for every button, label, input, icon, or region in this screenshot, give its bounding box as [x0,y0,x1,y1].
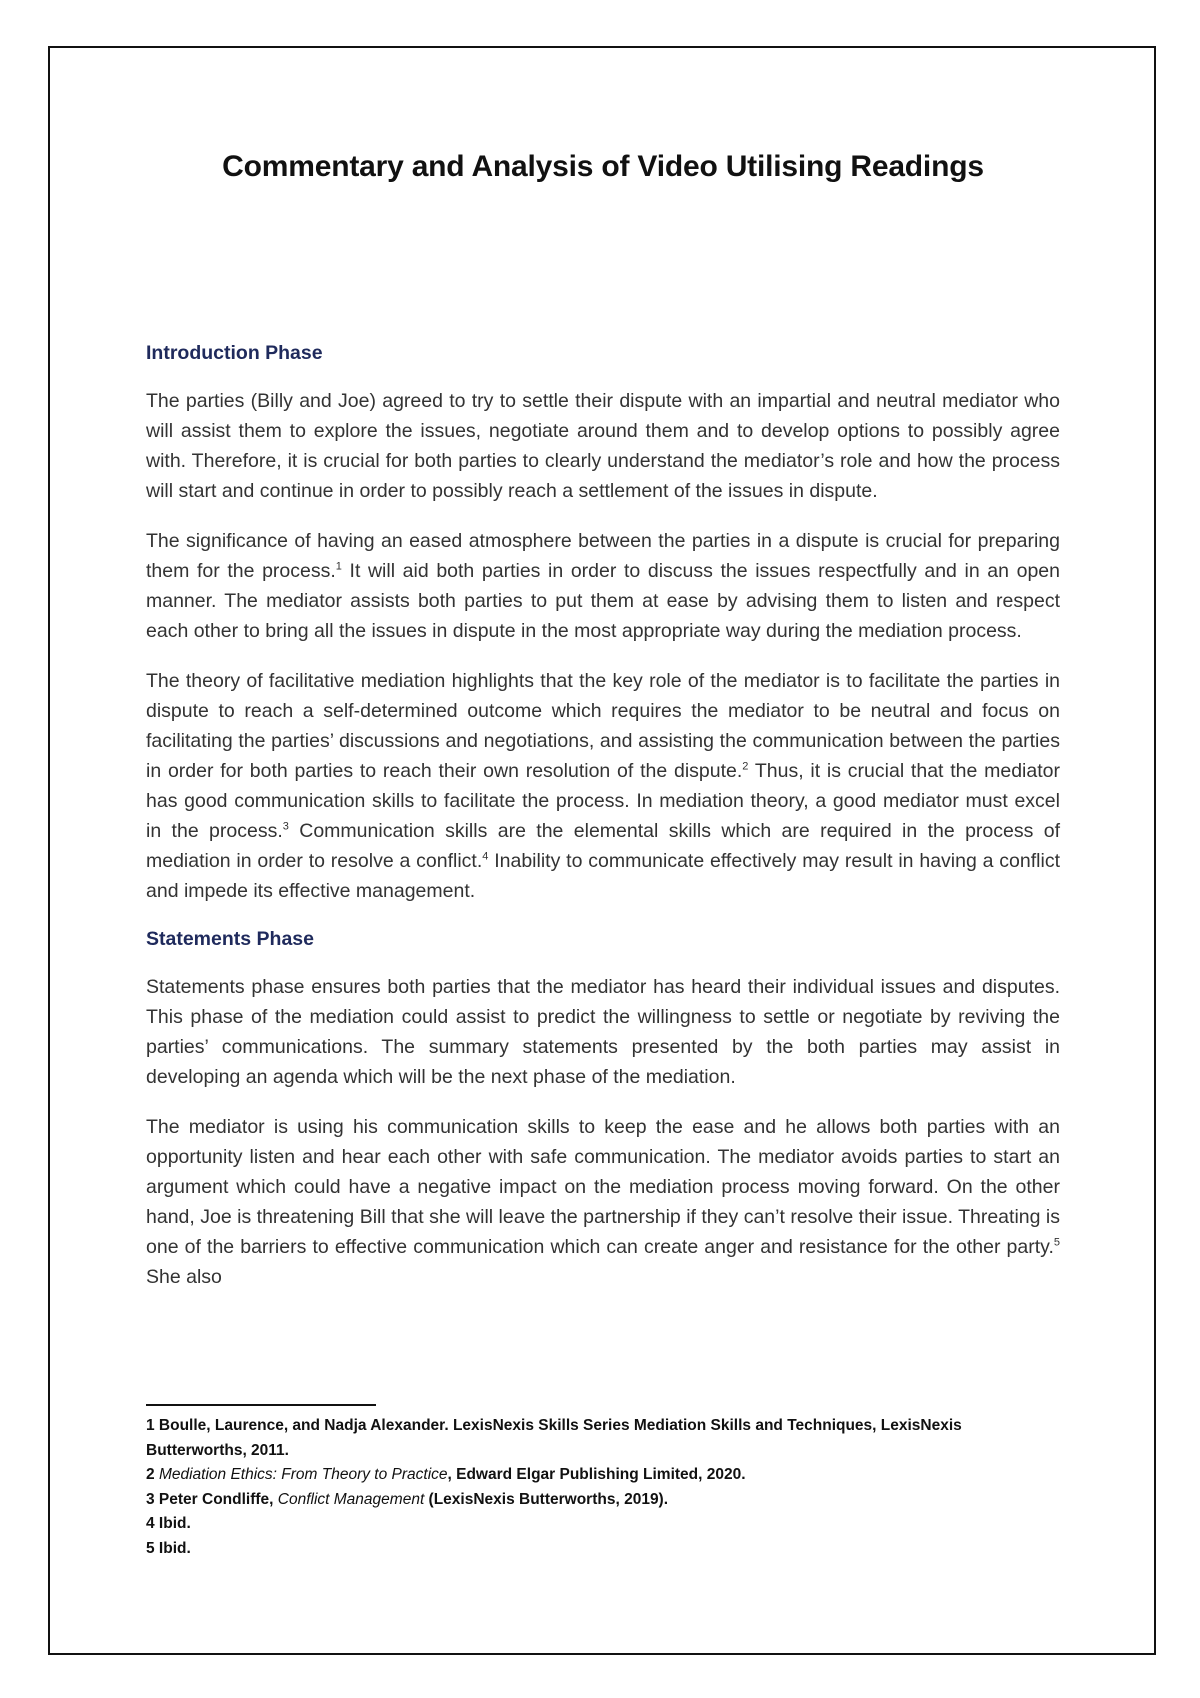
statements-heading: Statements Phase [146,928,314,950]
introduction-heading: Introduction Phase [146,342,323,364]
intro-p3-text-c: Communication skills are the elemental skills which are required in the process of mediation in order to resolve a conflict. [146,820,1060,872]
footnote-ref-5[interactable]: 5 [1053,1236,1060,1249]
footnote-2-publisher: , Edward Elgar Publishing Limited, 2020. [447,1466,746,1483]
document-title: Commentary and Analysis of Video Utilising Readings [222,150,984,183]
intro-p2-text-b: It will aid both parties in order to discuss the issues respectfully and in an open manner. The mediator assists both parties to put them at ease by advising them to listen and respect each other to bring all the issues in dispute in the most appropriate way during the mediation process. [146,560,1061,642]
footnotes [146,1414,1060,1561]
footnote-3-author: 3 Peter Condliffe, [146,1490,278,1508]
footnote-2-title: Mediation Ethics: From Theory to Practice [158,1466,448,1483]
intro-p2-text-a: The significance of having an eased atmosphere between the parties in a dispute is crucial for preparing them for the process. [146,530,1060,582]
introduction-paragraph-3 [146,666,1060,906]
document-body [146,150,1060,1292]
intro-p3-text-a: The theory of facilitative mediation highlights that the key role of the mediator is to facilitate the parties in dispute to reach a self-determined outcome which requires the mediator to be neutral and focus on facilitating the parties’ discussions and negotiations, and assisting the communication between the parties in order for both parties to reach their own resolution of the dispute. [146,670,1060,782]
introduction-paragraph-1 [146,386,1060,506]
footnote-5: 5 Ibid. [146,1539,191,1557]
footnote-3-title: Conflict Management [277,1490,425,1508]
footnote-1: 1 Boulle, Laurence, and Nadja Alexander. LexisNexis Skills Series Mediation Skills and Techniques, LexisNexis Butterworths, 2011. [146,1417,962,1459]
footnote-ref-2[interactable]: 2 [742,760,749,773]
footnote-separator [146,1404,376,1406]
footnote-ref-3[interactable]: 3 [282,820,289,833]
footnote-2 [146,1463,1060,1488]
statements-p1-text: Statements phase ensures both parties that the mediator has heard their individual issues and disputes. This phase of the mediation could assist to predict the willingness to settle or negotiate by reviving the parties’ communications. The summary statements presented by the both parties may assist in developing an agenda which will be the next phase of the mediation. [146,976,1060,1088]
statements-p2-text-a: The mediator is using his communication skills to keep the ease and he allows both parties with an opportunity listen and hear each other with safe communication. The mediator avoids parties to start an argument which could have a negative impact on the mediation process moving forward. On the other hand, Joe is threatening Bill that she will leave the partnership if they can’t resolve their issue. Threating is one of the barriers to effective communication which can create anger and resistance for the other party. [146,1116,1060,1258]
intro-p3-text-b: Thus, it is crucial that the mediator has good communication skills to facilitate the process. In mediation theory, a good mediator must excel in the process. [146,760,1060,842]
statements-paragraph-1 [146,972,1060,1092]
footnote-ref-4[interactable]: 4 [482,850,489,863]
footnote-ref-1[interactable]: 1 [335,560,342,573]
statements-paragraph-2 [146,1112,1060,1292]
introduction-paragraph-2 [146,526,1060,646]
footnote-4: 4 Ibid. [146,1515,191,1532]
intro-p1-text: The parties (Billy and Joe) agreed to try to settle their dispute with an impartial and neutral mediator who will assist them to explore the issues, negotiate around them and to develop options to possibly agree with. Therefore, it is crucial for both parties to clearly understand the mediator’s role and how the process will start and continue in order to possibly reach a settlement of the issues in dispute. [146,390,1060,502]
intro-p3-text-d: Inability to communicate effectively may result in having a conflict and impede its effective management. [146,850,1060,902]
footnote-3-publisher: (LexisNexis Butterworths, 2019). [424,1490,669,1508]
statements-p2-text-b: She also [146,1266,222,1288]
footnote-2-number: 2 [146,1466,159,1483]
footnote-3 [146,1488,1060,1513]
